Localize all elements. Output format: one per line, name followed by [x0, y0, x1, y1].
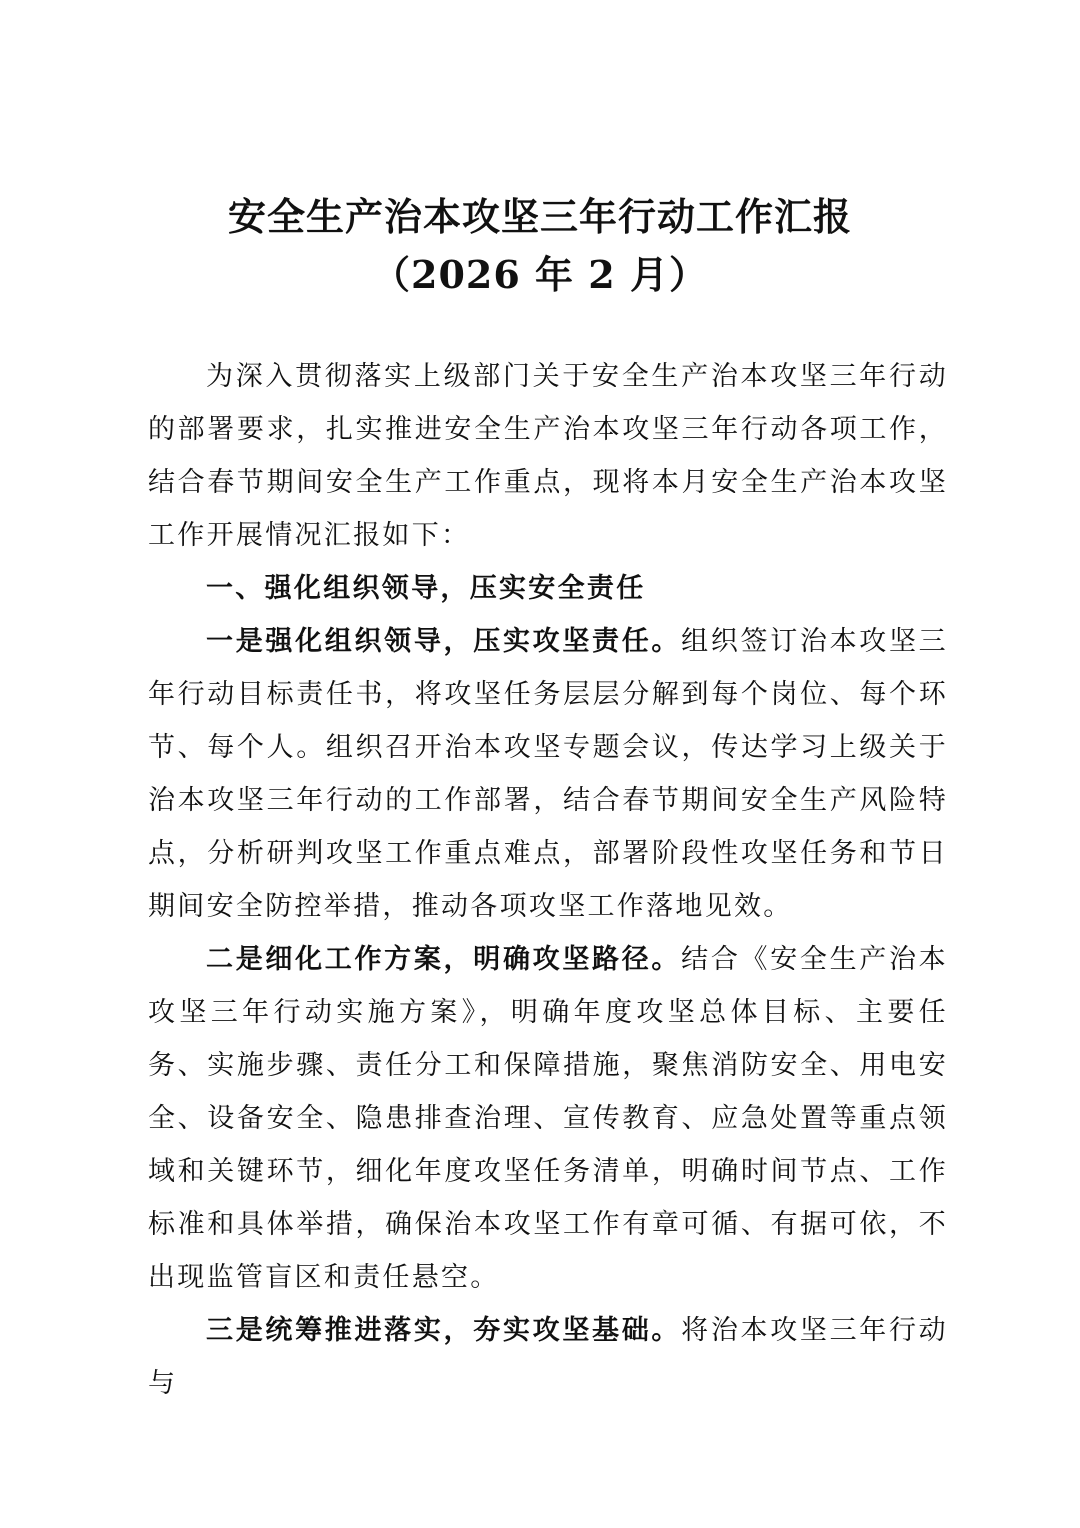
- paragraph-lead: 三是统筹推进落实，夯实攻坚基础。: [206, 1315, 682, 1346]
- paragraph-lead: 二是细化工作方案，明确攻坚路径。: [206, 944, 682, 975]
- paragraph-text: 组织签订治本攻坚三年行动目标责任书，将攻坚任务层层分解到每个岗位、每个环节、每个人。组织召开治本攻坚专题会议，传达学习上级关于治本攻坚三年行动的工作部署，结合春节期间安全生产风险特点，分析研判攻坚工作重点难点，部署阶段性攻坚任务和节日期间安全防控举措，推动各项攻坚工作落地见效。: [148, 626, 948, 922]
- title-block: [0, 188, 1080, 304]
- section-heading: 一、强化组织领导，压实安全责任: [206, 573, 646, 604]
- body-paragraph-3: [148, 1304, 948, 1410]
- intro-paragraph: 为深入贯彻落实上级部门关于安全生产治本攻坚三年行动的部署要求，扎实推进安全生产治本攻坚三年行动各项工作，结合春节期间安全生产工作重点，现将本月安全生产治本攻坚工作开展情况汇报如下：: [148, 361, 948, 551]
- paragraph-lead: 一是强化组织领导，压实攻坚责任。: [206, 626, 682, 657]
- body-paragraph-1: [148, 615, 948, 933]
- body-paragraph-2: [148, 933, 948, 1304]
- document-date: （2026 年 2 月）: [372, 252, 708, 297]
- document-body: [148, 350, 948, 1410]
- paragraph-text: 将治本攻坚三年行动与: [148, 1315, 948, 1399]
- paragraph-text: 结合《安全生产治本攻坚三年行动实施方案》，明确年度攻坚总体目标、主要任务、实施步骤、责任分工和保障措施，聚焦消防安全、用电安全、设备安全、隐患排查治理、宣传教育、应急处置等重点领域和关键环节，细化年度攻坚任务清单，明确时间节点、工作标准和具体举措，确保治本攻坚工作有章可循、有据可依，不出现监管盲区和责任悬空。: [148, 944, 948, 1293]
- document-title: 安全生产治本攻坚三年行动工作汇报: [227, 194, 852, 239]
